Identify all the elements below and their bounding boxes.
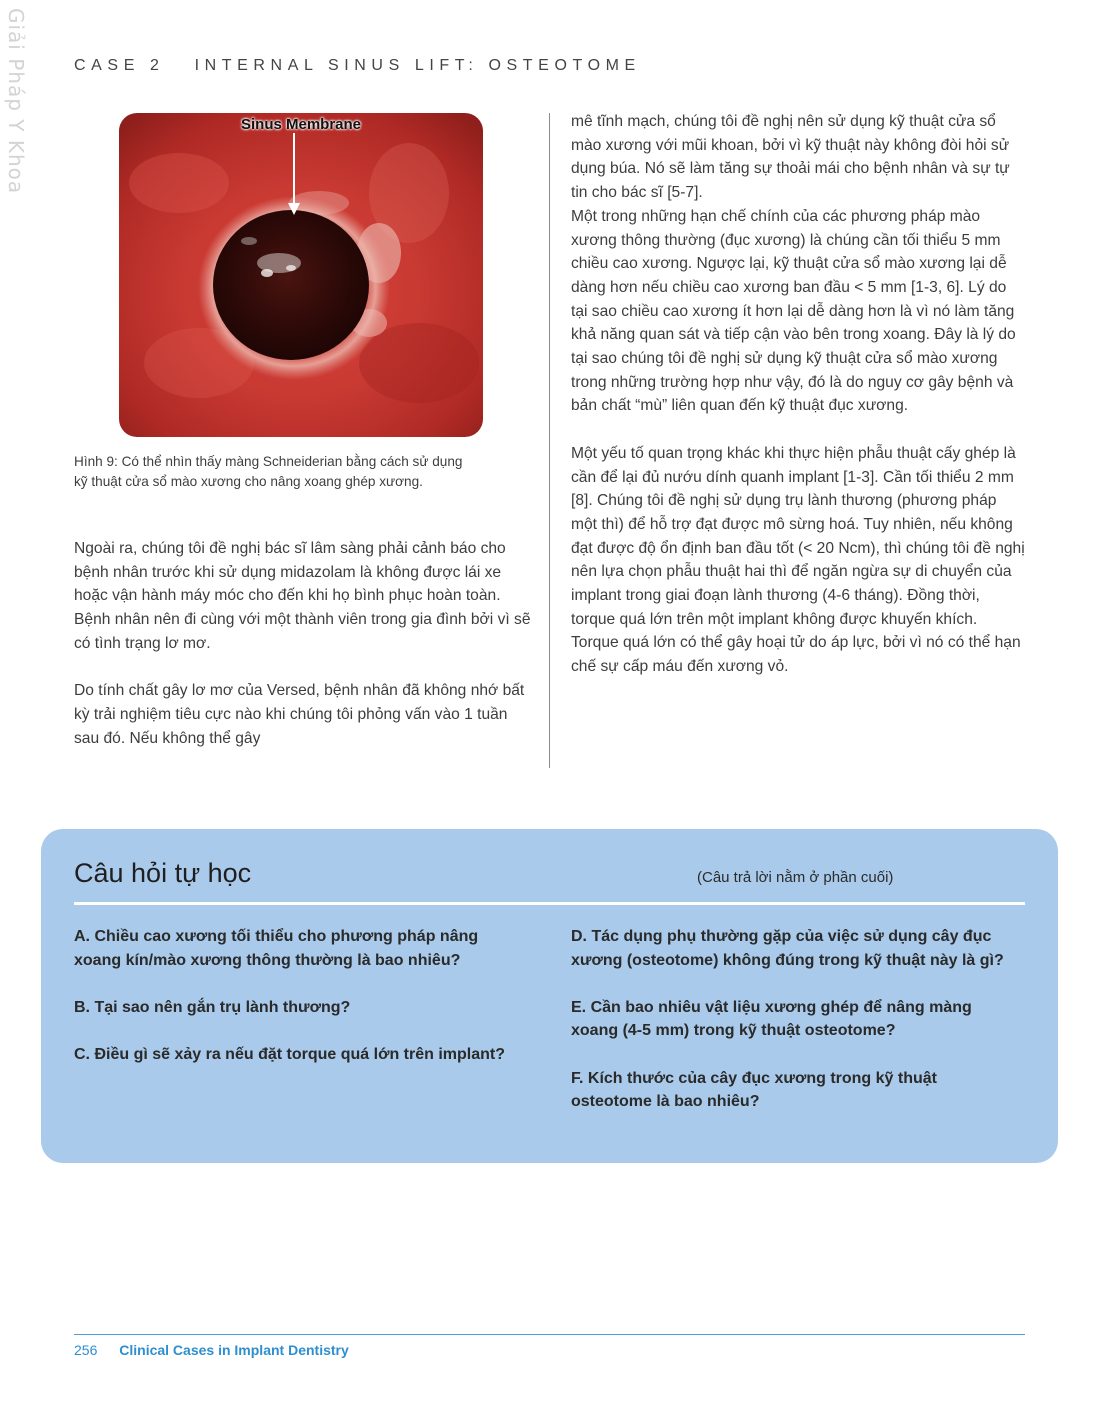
right-text-column: [571, 110, 1026, 679]
right-paragraph-3: Một yếu tố quan trọng khác khi thực hiện phẫu thuật cấy ghép là cần để lại đủ nướu dính quanh implant [1-3]. Cần tối thiểu 2 mm [8]. Chúng tôi đề nghị sử dụng trụ lành thương (phương pháp một thì) để hỗ trợ đạt được mô sừng hoá. Tuy nhiên, nếu không đạt được độ ổn định ban đầu tốt (< 20 Ncm), thì chúng tôi đề nghị nên lựa chọn phẫu thuật hai thì để ngăn ngừa sự di chuyển của implant trong giai đoạn lành thương (4-6 tháng). Đồng thời, torque quá lớn trên một implant không được khuyến khích. Torque quá lớn có thể gây hoại tử do áp lực, bởi vì nó có thể hạn chế sự cấp máu đến xương vỏ.: [571, 444, 1025, 676]
figure-label: Sinus Membrane: [240, 116, 362, 133]
question-b: B. Tại sao nên gắn trụ lành thương?: [74, 998, 351, 1016]
page-number: 256: [74, 1342, 98, 1358]
case-title: INTERNAL SINUS LIFT: OSTEOTOME: [194, 57, 641, 74]
questions-left: [74, 925, 522, 1090]
self-study-divider: [74, 902, 1025, 905]
footer-rule: [74, 1334, 1025, 1335]
right-paragraph-1: mê tĩnh mạch, chúng tôi đề nghị nên sử dụng kỹ thuật cửa sổ mào xương với mũi khoan, bởi vì kỹ thuật này không đòi hỏi sử dụng búa. Nó sẽ làm tăng sự thoải mái cho bệnh nhân và sự tự tin cho bác sĩ [5-7].: [571, 113, 1010, 202]
question-d: D. Tác dụng phụ thường gặp của việc sử dụng cây đục xương (osteotome) không đúng trong kỹ thuật này là gì?: [571, 928, 1004, 969]
running-head: [74, 57, 641, 75]
page-footer: [74, 1342, 349, 1358]
column-divider: [549, 113, 550, 768]
self-study-note: (Câu trả lời nằm ở phần cuối): [697, 869, 894, 886]
left-paragraph-1: Ngoài ra, chúng tôi đề nghị bác sĩ lâm sàng phải cảnh báo cho bệnh nhân trước khi sử dụng midazolam là không được lái xe hoặc vận hành máy móc cho đến khi họ bình phục hoàn toàn. Bệnh nhân nên đi cùng với một thành viên trong gia đình bởi vì sẽ có tình trạng lơ mơ.: [74, 540, 531, 652]
question-f: F. Kích thước của cây đục xương trong kỹ thuật osteotome là bao nhiêu?: [571, 1069, 937, 1111]
self-study-title: Câu hỏi tự học: [74, 858, 252, 888]
surgical-photo-figure: [119, 113, 483, 437]
questions-right: [571, 925, 1019, 1137]
question-e: E. Cần bao nhiêu vật liệu xương ghép để nâng màng xoang (4-5 mm) trong kỹ thuật osteotome?: [571, 998, 972, 1040]
left-text-column: [74, 537, 532, 750]
case-number: CASE 2: [74, 57, 165, 74]
figure-caption: Hình 9: Có thể nhìn thấy màng Schneiderian bằng cách sử dụng kỹ thuật cửa sổ mào xương cho nâng xoang ghép xương.: [74, 454, 463, 489]
side-watermark: Giải Pháp Y Khoa: [4, 8, 28, 195]
book-title: Clinical Cases in Implant Dentistry: [119, 1342, 349, 1358]
surgical-photo: [119, 113, 483, 437]
question-c: C. Điều gì sẽ xảy ra nếu đặt torque quá lớn trên implant?: [74, 1045, 505, 1063]
left-paragraph-2: Do tính chất gây lơ mơ của Versed, bệnh nhân đã không nhớ bất kỳ trải nghiệm tiêu cực nào khi chúng tôi phỏng vấn vào 1 tuần sau đó. Nếu không thể gây: [74, 682, 525, 747]
question-a: A. Chiều cao xương tối thiểu cho phương pháp nâng xoang kín/mào xương thông thường là bao nhiêu?: [74, 928, 479, 969]
right-paragraph-2: Một trong những hạn chế chính của các phương pháp mào xương thông thường (đục xương) là chúng cần tối thiểu 5 mm chiều cao xương. Ngược lại, kỹ thuật cửa sổ mào xương lại dễ dàng hơn nếu chiều cao xương ban đầu < 5 mm [1-3, 6]. Lý do tại sao chiều cao xương ít hơn lại dễ dàng hơn là vì nó làm tăng khả năng quan sát và tiếp cận vào bên trong xoang. Đây là lý do tại sao chúng tôi đề nghị sử dụng kỹ thuật cửa sổ mào xương trong những trường hợp như vậy, đó là do nguy cơ gây bệnh và bản chất “mù” liên quan đến kỹ thuật đục xương.: [571, 207, 1016, 415]
